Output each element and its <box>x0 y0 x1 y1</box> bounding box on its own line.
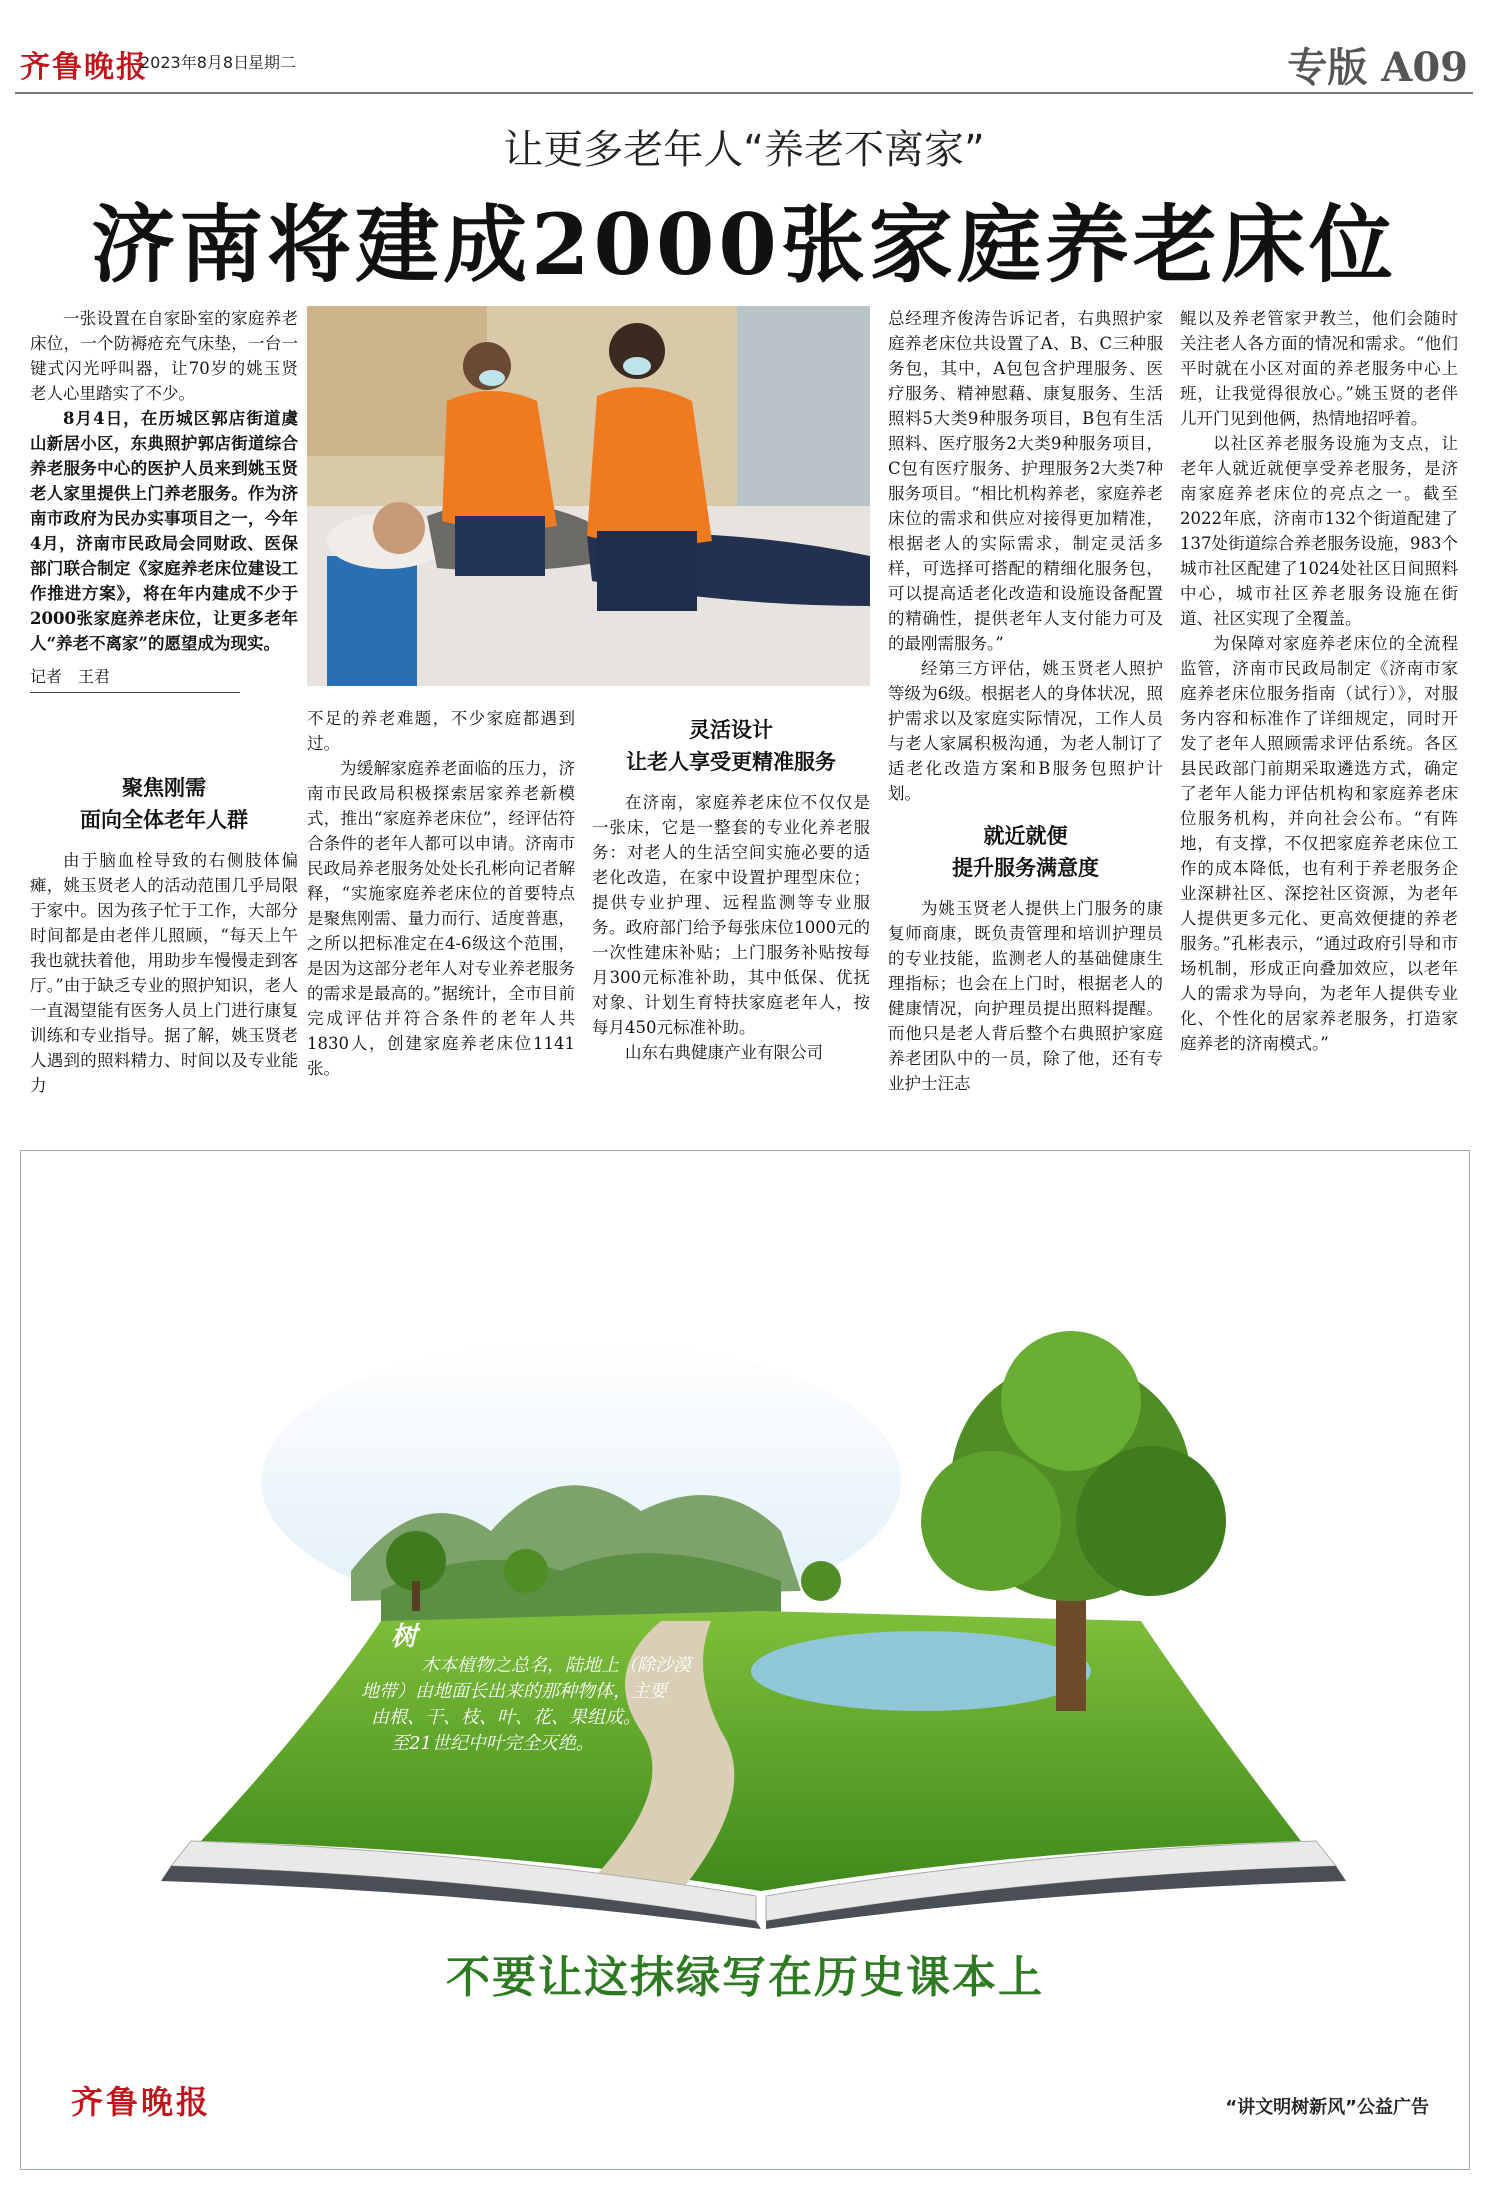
paragraph: 鲲以及养老管家尹教兰，他们会随时关注老人各方面的情况和需求。“他们平时就在小区对面的养老服务中心上班，让我觉得很放心。”姚玉贤的老伴儿开门见到他俩，热情地招呼着。 <box>1180 309 1458 428</box>
subheading-line: 聚焦刚需 <box>122 775 206 800</box>
column-5 <box>1180 306 1458 1056</box>
paragraph: 为保障对家庭养老床位的全流程监管，济南市民政局制定《济南市家庭养老床位服务指南（试行）》，对服务内容和标准作了详细规定，同时开发了老年人照顾需求评估系统。各区县民政部门前期采取遴选方式，确定了老年人能力评估机构和家庭养老床位服务机构，并向社会公布。“有阵地，有支撑，不仅把家庭养老床位工作的成本降低，也有利于养老服务企业深耕社区、深挖社区资源，为老年人提供更多元化、更高效便捷的养老服务。”孔彬表示，“通过政府引导和市场机制，形成正向叠加效应，以老年人的需求为导向，为老年人提供专业化、个性化的居家养老服务，打造家庭养老的济南模式。” <box>1180 634 1458 1053</box>
issue-weekday: 星期二 <box>248 53 297 72</box>
subheading-line: 面向全体老年人群 <box>80 807 248 832</box>
paragraph: 为缓解家庭养老面临的压力，济南市民政局积极探索居家养老新模式，推出“家庭养老床位”，经评估符合条件的老年人都可以申请。济南市民政局养老服务处处长孔彬向记者解释，“实施家庭养老床位的首要特点是聚焦刚需、量力而行、适度普惠，之所以把标准定在4-6级这个范围，是因为这部分老年人对专业养老服务的需求是最高的。”据统计，全市目前完成评估并符合条件的老年人共1830人，创建家庭养老床位1141张。 <box>307 759 575 1078</box>
subheading-line: 就近就便 <box>983 823 1068 848</box>
masthead-logo: 齐鲁晚报 <box>20 50 148 85</box>
article-headline: 济南将建成2000张家庭养老床位 <box>91 195 1397 294</box>
ad-slogan: 不要让这抹绿写在历史课本上 <box>446 1952 1044 2003</box>
subheading-line: 灵活设计 <box>689 717 773 742</box>
section-label: 专版 A09 <box>1287 44 1468 91</box>
poem-line: 至21世纪中叶完全灭绝。 <box>391 1733 594 1754</box>
paragraph: 为姚玉贤老人提供上门服务的康复师商康，既负责管理和培训护理员的专业技能，监测老人的基础健康生理指标；也会在上门时，根据老人的健康情况，向护理员提出照料提醒。而他只是老人背后整个右典照护家庭养老团队中的一员，除了他，还有专业护士汪志 <box>888 899 1163 1093</box>
poem-line: 地带）由地面长出来的那种物体，主要 <box>361 1681 667 1702</box>
ad-publisher-logo: 齐鲁晚报 <box>71 2083 212 2121</box>
byline: 记者 王君 <box>30 664 240 693</box>
ad-credit: “讲文明树新风”公益广告 <box>1225 2097 1429 2118</box>
subheading-focus <box>30 772 298 836</box>
column-1-top <box>30 306 298 693</box>
column-3 <box>592 706 870 1065</box>
paragraph: 总经理齐俊涛告诉记者，右典照护家庭养老床位共设置了A、B、C三种服务包，其中，A包包含护理服务、医疗服务、精神慰藉、康复服务、生活照料5大类9种服务项目，B包有生活照料、医疗服务2大类9种服务项目，C包有医疗服务、护理服务2大类7种服务项目。“相比机构养老，家庭养老床位的需求和供应对接得更加精准，根据老人的实际需求，制定灵活多样，可选择可搭配的精细化服务包，可以提高适老化改造和设施设备配置的精确性，提供老年人支付能力可及的最刚需服务。” <box>888 309 1163 653</box>
column-4 <box>888 306 1163 1096</box>
header-rule <box>15 92 1473 94</box>
paragraph: 8月4日，在历城区郭店街道虞山新居小区，东典照护郭店街道综合养老服务中心的医护人员来到姚玉贤老人家里提供上门养老服务。作为济南市政府为民办实事项目之一，今年4月，济南市民政局会同财政、医保部门联合制定《家庭养老床位建设工作推进方案》，将在年内建成不少于2000张家庭养老床位，让更多老年人“养老不离家”的愿望成为现实。 <box>30 409 298 653</box>
subheading-nearby <box>888 820 1163 884</box>
caregivers-photo <box>307 306 870 686</box>
paragraph: 以社区养老服务设施为支点，让老年人就近就便享受养老服务，是济南家庭养老床位的亮点之一。截至2022年底，济南市132个街道配建了137处街道综合养老服务设施，983个城市社区配建了1024处社区日间照料中心，城市社区养老服务设施在街道、社区实现了全覆盖。 <box>1180 434 1458 628</box>
subheading-line: 让老人享受更精准服务 <box>626 749 836 774</box>
paragraph: 不足的养老难题，不少家庭都遇到过。 <box>307 709 575 753</box>
paragraph: 山东右典健康产业有限公司 <box>625 1043 823 1062</box>
paragraph: 经第三方评估，姚玉贤老人照护等级为6级。根据老人的身体状况，照护需求以及家庭实际情况，工作人员与老人家属积极沟通，为老人制订了适老化改造方案和B服务包照护计划。 <box>888 659 1163 803</box>
article-kicker: 让更多老年人“养老不离家” <box>503 127 985 173</box>
open-book-forest-illustration <box>21 1151 1469 1931</box>
paragraph: 由于脑血栓导致的右侧肢体偏瘫，姚玉贤老人的活动范围几乎局限于家中。因为孩子忙于工作，大部分时间都是由老伴儿照顾，“每天上午我也就扶着他，用助步车慢慢走到客厅。”由于缺乏专业的照护知识，老人一直渴望能有医务人员上门进行康复训练和专业指导。据了解，姚玉贤老人遇到的照料精力、时间以及专业能力 <box>30 851 298 1095</box>
paragraph: 一张设置在自家卧室的家庭养老床位，一个防褥疮充气床垫，一台一键式闪光呼叫器，让70岁的姚玉贤老人心里踏实了不少。 <box>30 309 298 403</box>
subheading-flexible <box>592 714 870 778</box>
poem-line: 木本植物之总名，陆地上（除沙漠 <box>421 1655 691 1676</box>
issue-date: 2023年8月8日 <box>140 53 250 72</box>
subheading-line: 提升服务满意度 <box>952 855 1099 880</box>
column-1-bottom <box>30 758 298 1098</box>
poem-title: 树 <box>391 1622 418 1652</box>
public-service-ad <box>20 1150 1470 2170</box>
paragraph: 在济南，家庭养老床位不仅仅是一张床，它是一整套的专业化养老服务：对老人的生活空间实施必要的适老化改造，在家中设置护理型床位；提供专业护理、远程监测等专业服务。政府部门给予每张床位1000元的一次性建床补贴；上门服务补贴按每月300元标准补助，其中低保、优抚对象、计划生育特扶家庭老年人，按每月450元标准补助。 <box>592 793 870 1037</box>
poem-line: 由根、干、枝、叶、花、果组成。 <box>371 1707 641 1728</box>
article-photo <box>307 306 870 686</box>
column-2 <box>307 706 575 1081</box>
